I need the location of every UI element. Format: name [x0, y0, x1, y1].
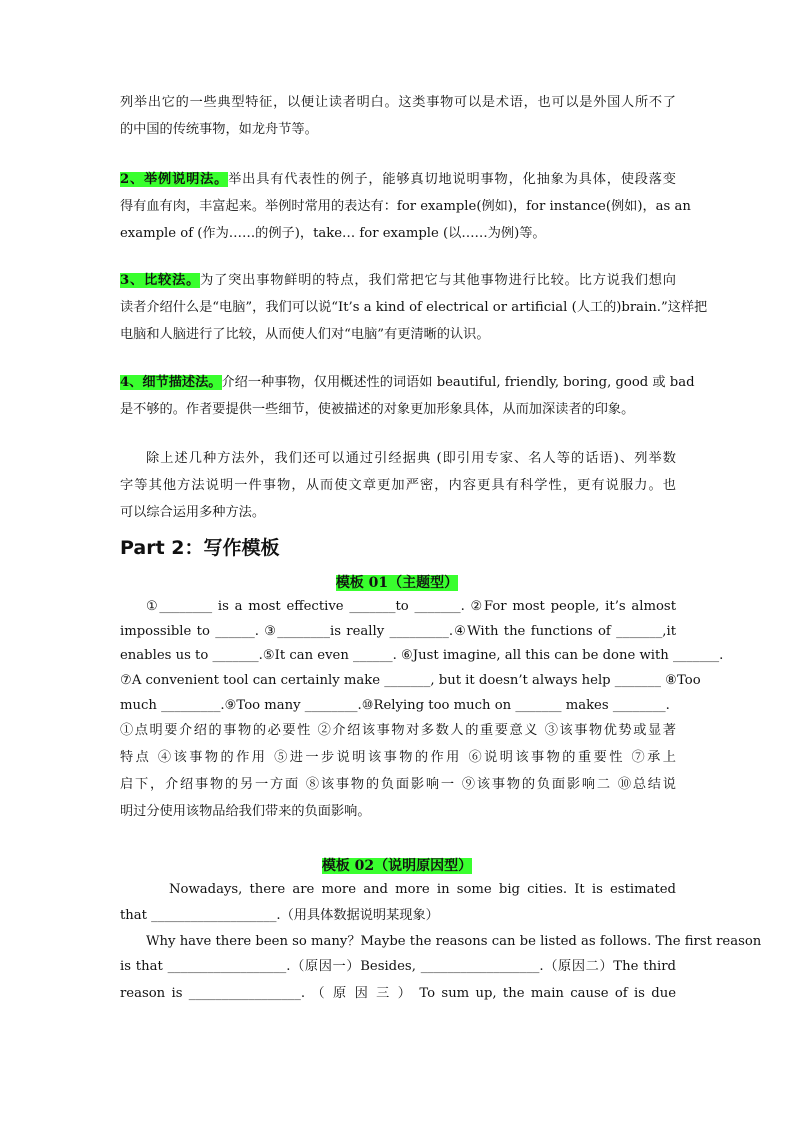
template-01-line-5: much _________.⑨Too many ________.⑩Relying too much on _______ makes ________.	[120, 698, 670, 713]
method-2-line-3: example of (作为……的例子)，take… for example (以……为例)等。	[120, 226, 546, 241]
intro-line-2: 的中国的传统事物，如龙舟节等。	[120, 122, 318, 137]
summary-line-1: 除上述几种方法外，我们还可以通过引经据典 (即引用专家、名人等的话语)、列举数	[146, 451, 676, 466]
method-3-line-1	[120, 272, 676, 290]
method-4-text: 介绍一种事物，仅用概述性的词语如 beautiful, friendly, boring, good 或 bad	[221, 375, 695, 390]
summary-line-3: 可以综合运用多种方法。	[120, 505, 266, 520]
template-01-line-1: ①________ is a most effective _______to _______. ②For most people, it’s almost	[146, 599, 676, 614]
template-02-line-2: that ___________________.（用具体数据说明某现象）	[120, 908, 439, 923]
method-4-line-2: 是不够的。作者要提供一些细节，使被描述的对象更加形象具体，从而加深读者的印象。	[120, 402, 635, 417]
intro-line-1: 列举出它的一些典型特征，以便让读者明白。这类事物可以是术语，也可以是外国人所不了	[120, 95, 676, 110]
method-2-label: 2、举例说明法。	[120, 172, 229, 187]
template-02-line-5: reason is _________________. （ 原 因 三 ） To sum up, the main cause of is due	[120, 986, 676, 1001]
template-01-line-2: impossible to ______. ③________is really _________.④With the functions of _______,it	[120, 624, 676, 639]
method-4-label: 4、细节描述法。	[120, 375, 222, 390]
method-3-label: 3、比较法。	[120, 273, 201, 288]
template-01-note-3: 启下，介绍事物的另一方面 ⑧该事物的负面影响一 ⑨该事物的负面影响二 ⑩总结说	[120, 777, 676, 792]
method-3-line-2: 读者介绍什么是“电脑”，我们可以说“It’s a kind of electrical or artificial (人工的)brain.”这样把	[120, 300, 708, 315]
method-3-text: 为了突出事物鲜明的特点，我们常把它与其他事物进行比较。比方说我们想向	[200, 273, 676, 288]
template-01-line-4: ⑦A convenient tool can certainly make _______, but it doesn’t always help _______ ⑧Too	[120, 673, 701, 688]
template-02-title-text: 模板 02（说明原因型）	[321, 858, 473, 874]
template-01-note-4: 明过分使用该物品给我们带来的负面影响。	[120, 804, 371, 819]
method-2-line-2: 得有血有肉，丰富起来。举例时常用的表达有：for example(例如)，for instance(例如)，as an	[120, 199, 691, 214]
method-2-line-1	[120, 171, 676, 189]
method-2-text: 举出具有代表性的例子，能够真切地说明事物，化抽象为具体，使段落变	[228, 172, 676, 187]
template-02-title	[0, 855, 794, 875]
template-01-note-1: ①点明要介绍的事物的必要性 ②介绍该事物对多数人的重要意义 ③该事物优势或显著	[120, 723, 676, 738]
template-02-line-1: Nowadays, there are more and more in some big cities. It is estimated	[169, 882, 676, 897]
template-01-title	[0, 572, 794, 592]
template-01-line-3: enables us to _______.⑤It can even ______. ⑥Just imagine, all this can be done with _______.	[120, 648, 724, 663]
method-3-line-3: 电脑和人脑进行了比较，从而使人们对“电脑”有更清晰的认识。	[120, 327, 490, 342]
template-01-note-2: 特点 ④该事物的作用 ⑤进一步说明该事物的作用 ⑥说明该事物的重要性 ⑦承上	[120, 750, 676, 765]
part2-heading: Part 2：写作模板	[120, 537, 280, 559]
template-02-line-3: Why have there been so many？Maybe the reasons can be listed as follows. The first reason	[146, 934, 762, 949]
method-4-line-1	[120, 374, 695, 392]
summary-line-2: 字等其他方法说明一件事物，从而使文章更加严密，内容更具有科学性，更有说服力。也	[120, 478, 676, 493]
template-01-title-text: 模板 01（主题型）	[335, 575, 459, 591]
template-02-line-4: is that __________________.（原因一）Besides, __________________.（原因二）The third	[120, 959, 676, 974]
